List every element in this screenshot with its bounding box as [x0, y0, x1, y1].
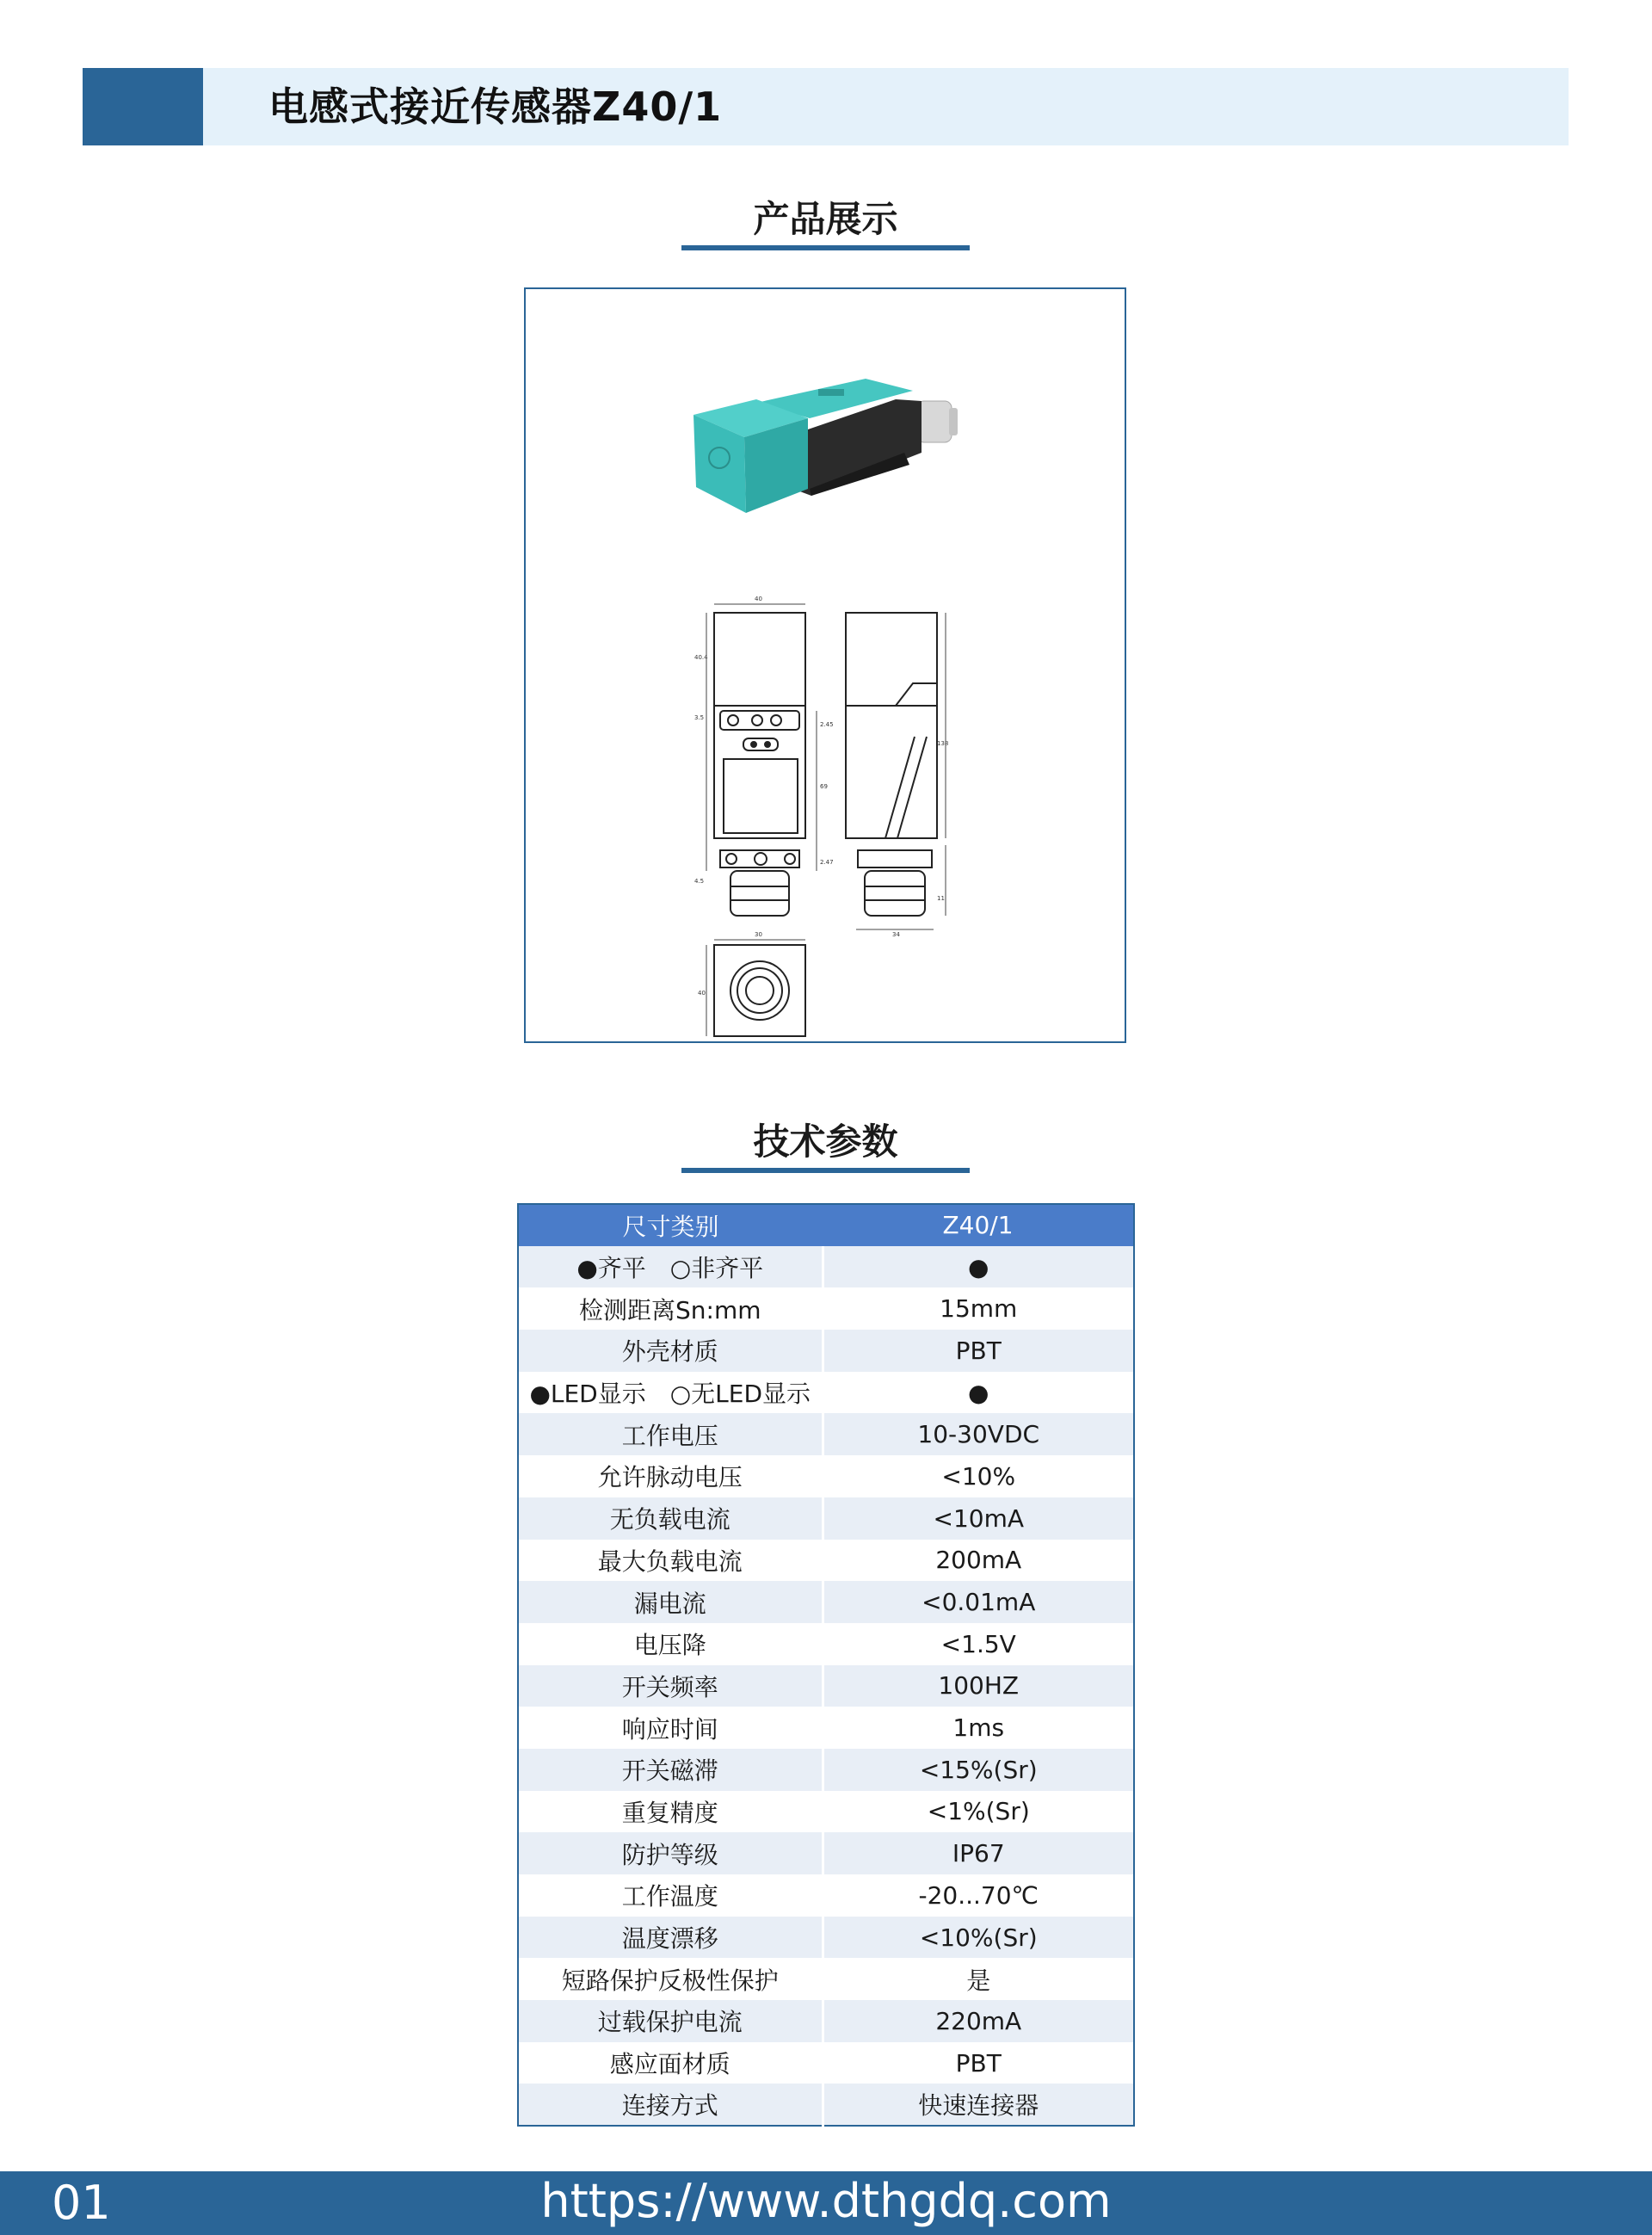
- drawing-bottom-dims: [706, 940, 805, 1036]
- param-label: ●LED显示 ○无LED显示: [518, 1372, 823, 1414]
- param-value: 15mm: [940, 1294, 1018, 1324]
- table-row: [518, 1832, 1134, 1874]
- param-label: 防护等级: [518, 1832, 823, 1874]
- param-value: 快速连接器: [823, 2084, 1134, 2126]
- header-value-cell: Z40/1: [823, 1204, 1134, 1246]
- table-row: [518, 1540, 1134, 1582]
- product-section-underline: [681, 245, 970, 250]
- dim-label: 69: [820, 783, 828, 790]
- table-row: [518, 1917, 1134, 1959]
- footer-url-link[interactable]: https://www.dthgdq.com: [540, 2174, 1112, 2228]
- drawing-side-view: [846, 613, 937, 916]
- dim-label: 4.5: [694, 878, 705, 885]
- param-label: 电压降: [518, 1623, 823, 1665]
- param-label: 连接方式: [518, 2084, 823, 2126]
- table-row: [518, 1623, 1134, 1665]
- param-value: 100HZ: [823, 1665, 1134, 1707]
- param-label: 感应面材质: [518, 2042, 823, 2084]
- dim-label: 40: [698, 990, 706, 997]
- table-row: [518, 1791, 1134, 1833]
- drawing-front-view: [714, 613, 805, 916]
- drawing-bottom-view: [714, 945, 805, 1036]
- param-value: IP67: [823, 1832, 1134, 1874]
- table-row: [518, 1497, 1134, 1540]
- param-value: PBT: [955, 2048, 1002, 2078]
- product-image-box: [524, 287, 1126, 1043]
- dim-label: 138: [937, 740, 949, 747]
- param-value: <0.01mA: [823, 1581, 1134, 1623]
- drawing-side-dims: [856, 613, 949, 929]
- param-label: 允许脉动电压: [518, 1455, 823, 1497]
- dim-label: 40.4: [694, 654, 708, 661]
- param-label: 重复精度: [518, 1791, 823, 1833]
- table-row: [518, 1958, 1134, 2000]
- table-row: [518, 1581, 1134, 1623]
- param-label: 检测距离Sn:mm: [518, 1287, 823, 1330]
- specs-section-title: 技术参数: [753, 1121, 898, 1163]
- table-row: [518, 1874, 1134, 1917]
- param-label: ●齐平 ○非齐平: [518, 1246, 823, 1288]
- spec-table: [517, 1203, 1135, 2127]
- header-label-cell: 尺寸类别: [518, 1204, 823, 1246]
- table-row: [518, 1372, 1134, 1414]
- param-value: 1ms: [952, 1713, 1005, 1743]
- table-row: [518, 1749, 1134, 1791]
- param-value: <1%(Sr): [927, 1797, 1030, 1826]
- param-label: 响应时间: [518, 1707, 823, 1749]
- table-row: [518, 1707, 1134, 1749]
- param-value: PBT: [823, 1330, 1134, 1372]
- page-title: 电感式接近传感器Z40/1: [268, 83, 723, 130]
- param-value: <10mA: [823, 1497, 1134, 1540]
- param-label: 无负载电流: [518, 1497, 823, 1540]
- dim-label: 3.5: [694, 714, 705, 721]
- param-label: 短路保护反极性保护: [518, 1958, 823, 2000]
- param-label: 工作温度: [518, 1874, 823, 1917]
- param-label: 最大负载电流: [518, 1540, 823, 1582]
- specs-section-underline: [681, 1168, 970, 1173]
- param-label: 开关磁滞: [518, 1749, 823, 1791]
- param-value: 200mA: [935, 1546, 1022, 1575]
- param-value: <1.5V: [940, 1629, 1016, 1658]
- param-value: 220mA: [823, 2000, 1134, 2042]
- spec-table-header: [518, 1204, 1134, 1246]
- table-row: [518, 2000, 1134, 2042]
- param-label: 开关频率: [518, 1665, 823, 1707]
- product-section-title: 产品展示: [753, 198, 898, 240]
- param-value: <15%(Sr): [823, 1749, 1134, 1791]
- sensor-photo: [693, 379, 958, 513]
- table-row: [518, 2042, 1134, 2084]
- header-accent-block: [83, 68, 203, 145]
- table-row: [518, 1287, 1134, 1330]
- param-value: 10-30VDC: [823, 1413, 1134, 1455]
- product-illustration: [526, 289, 1125, 1041]
- param-label: 过载保护电流: [518, 2000, 823, 2042]
- param-label: 工作电压: [518, 1413, 823, 1455]
- table-row: [518, 1455, 1134, 1497]
- param-label: 外壳材质: [518, 1330, 823, 1372]
- param-value: ●: [823, 1246, 1134, 1288]
- param-value: ●: [968, 1378, 989, 1407]
- dim-label: 2.45: [820, 721, 834, 728]
- param-value: <10%(Sr): [823, 1917, 1134, 1959]
- dim-label: 11: [937, 895, 945, 902]
- dim-label: 34: [892, 931, 900, 938]
- param-label: 漏电流: [518, 1581, 823, 1623]
- table-row: [518, 1246, 1134, 1288]
- table-row: [518, 2084, 1134, 2126]
- dim-label: 40: [755, 596, 762, 602]
- param-label: 温度漂移: [518, 1917, 823, 1959]
- param-value: -20...70℃: [918, 1880, 1039, 1910]
- table-row: [518, 1330, 1134, 1372]
- table-row: [518, 1665, 1134, 1707]
- dim-label: 2.47: [820, 859, 834, 866]
- param-value: <10%: [941, 1461, 1016, 1491]
- param-value: 是: [966, 1966, 991, 1995]
- page-number: 01: [52, 2176, 111, 2230]
- table-row: [518, 1413, 1134, 1455]
- dim-label: 30: [755, 931, 762, 938]
